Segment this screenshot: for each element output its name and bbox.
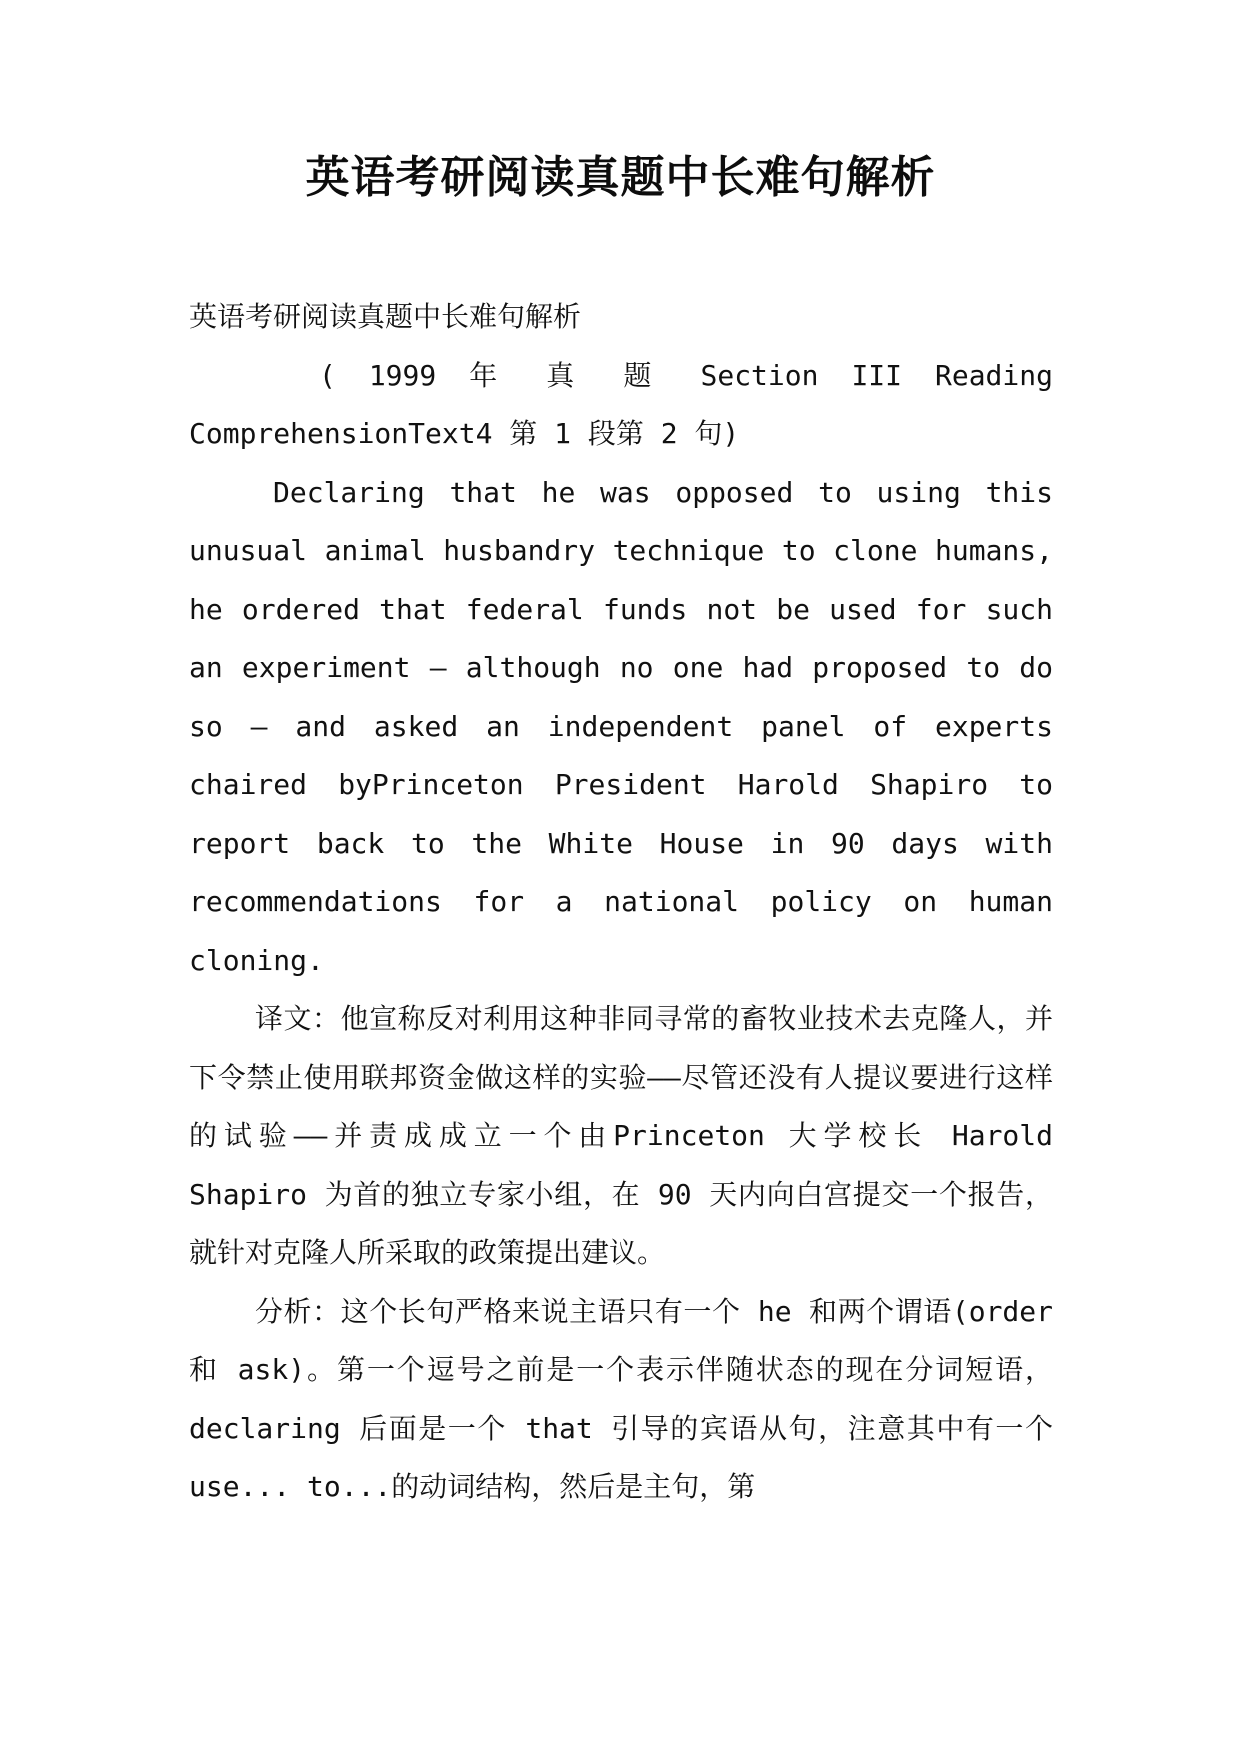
document-title: 英语考研阅读真题中长难句解析 bbox=[305, 152, 936, 203]
source-paragraph: ( 1999 年 真 题 Section III Reading ComprehensionText4 第 1 段第 2 句) bbox=[189, 358, 1053, 450]
translation-paragraph: 译文：他宣称反对利用这种非同寻常的畜牧业技术去克隆人，并下令禁止使用联邦资金做这样的实验——尽管还没有人提议要进行这样的试验——并责成成立一个由Princeton 大学校长 Harold Shapiro 为首的独立专家小组，在 90 天内向白宫提交一个报告，就针对克隆人所采取的政策提出建议。 bbox=[189, 1002, 1053, 1269]
subtitle-paragraph: 英语考研阅读真题中长难句解析 bbox=[189, 300, 582, 333]
english-sentence-paragraph: Declaring that he was opposed to using this unusual animal husbandry technique to clone humans, he ordered that federal funds not be used for such an experiment — although no one had proposed to do so — and asked an independent panel of experts chaired byPrinceton President Harold Shapiro to report back to the White House in 90 days with recommendations for a national policy on human cloning. bbox=[189, 475, 1053, 977]
document-body bbox=[189, 288, 1053, 1517]
analysis-paragraph: 分析：这个长句严格来说主语只有一个 he 和两个谓语(order 和 ask)。第一个逗号之前是一个表示伴随状态的现在分词短语，declaring 后面是一个 that 引导的宾语从句，注意其中有一个 use... to...的动词结构，然后是主句，第 bbox=[189, 1294, 1053, 1503]
